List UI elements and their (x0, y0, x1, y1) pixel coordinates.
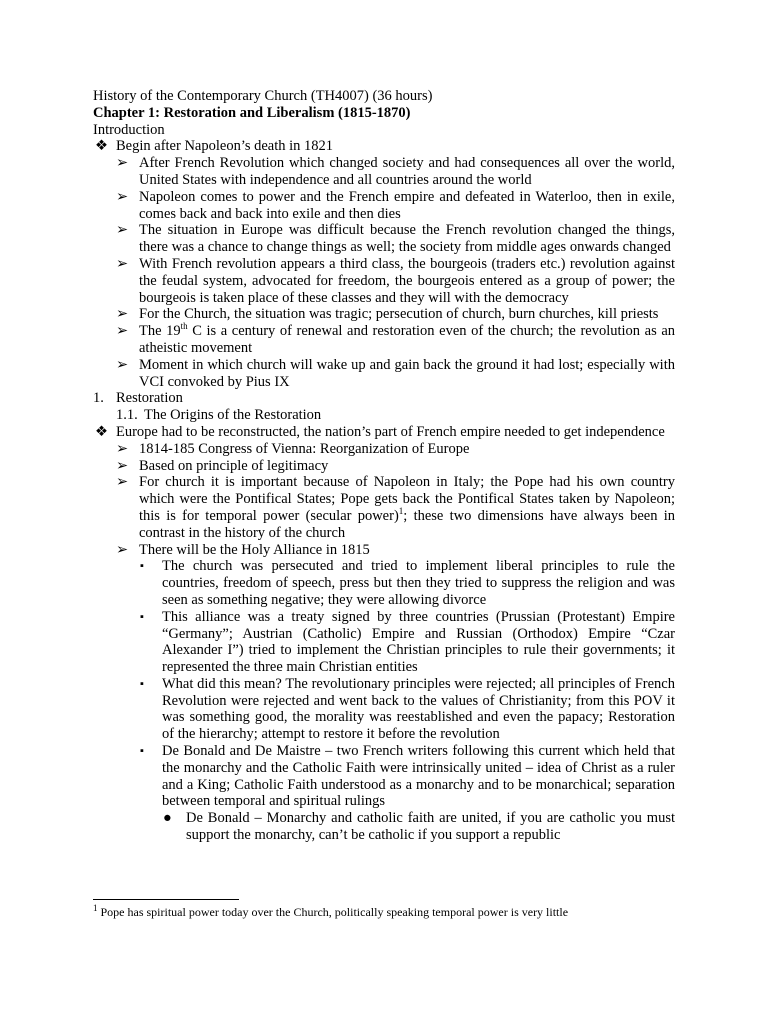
ordinal-superscript: th (180, 321, 188, 332)
sub-point-text: This alliance was a treaty signed by three countries (Prussian (Protestant) Empire “Germany”; Austrian (Catholic) Empire and Russian (Orthodox) Empire “Czar Alexander I”) tried to implement the Christian principles to rule their governments; it represented the three main Christian entities (162, 608, 675, 676)
document-body (93, 88, 675, 844)
sub-point-text: De Bonald and De Maistre – two French writers following this current which held that the monarchy and the Catholic Faith were intrinsically united – idea of Christ as a ruler and a King; Catholic Faith understood as a monarchy and to be monarchical; separation between temporal and spiritual rulings (162, 743, 675, 810)
section-point-text-start: For church it is important because of Napoleon in Italy; the Pope had his own country which were the Pontifical States; Pope gets back the Pontifical States taken by Napoleon; this is for temporal power (secular power) (139, 474, 675, 524)
subsection-number: 1.1. (116, 407, 138, 424)
intro-point-text-end: C is a century of renewal and restoration even of the church; the revolution as an atheistic movement (139, 323, 675, 356)
footnote-separator (93, 899, 239, 900)
square-bullet-icon: ▪ (140, 677, 144, 690)
footnote (93, 905, 568, 919)
section-point (93, 458, 675, 475)
intro-point-text: After French Revolution which changed society and had consequences all over the world, United States with independence and all countries around the world (139, 155, 675, 188)
arrow-bullet-icon: ➢ (116, 306, 129, 323)
arrow-bullet-icon: ➢ (116, 541, 129, 558)
section-point-text: Based on principle of legitimacy (139, 457, 329, 474)
section-point-text: 1814-185 Congress of Vienna: Reorganization of Europe (139, 440, 470, 457)
arrow-bullet-icon: ➢ (116, 188, 129, 205)
intro-point (93, 189, 675, 223)
intro-point-text: Moment in which church will wake up and gain back the ground it had lost; especially with VCI convoked by Pius IX (139, 356, 675, 390)
subsection-title: The Origins of the Restoration (144, 407, 322, 424)
intro-point (93, 357, 675, 391)
square-bullet-icon: ▪ (140, 560, 144, 573)
section-point (93, 441, 675, 458)
intro-bullet (93, 138, 675, 155)
de-bonald-text: De Bonald – Monarchy and catholic faith are united, if you are catholic you must support the monarchy, can’t be catholic if you support a republic (186, 810, 675, 844)
intro-point-19th-century (93, 323, 675, 357)
section-bullet (93, 424, 675, 441)
section-bullet-text: Europe had to be reconstructed, the nation’s part of French empire needed to get independence (116, 423, 665, 440)
arrow-bullet-icon: ➢ (116, 474, 129, 491)
square-bullet-icon: ▪ (140, 745, 144, 758)
holy-alliance-sub-point (93, 558, 675, 608)
holy-alliance-sub-point (93, 609, 675, 676)
diamond-bullet-icon: ❖ (95, 138, 108, 155)
section-point-text: There will be the Holy Alliance in 1815 (139, 541, 370, 558)
section-point-holy-alliance (93, 542, 675, 559)
arrow-bullet-icon: ➢ (116, 255, 129, 272)
section-point-text-end: ; these two dimensions have always been in contrast in the history of the church (139, 507, 675, 541)
footnote-text: Pope has spiritual power today over the Church, politically speaking temporal power is very little (97, 905, 569, 919)
intro-point-text: With French revolution appears a third class, the bourgeois (traders etc.) revolution against the feudal system, advocated for freedom, the bourgeois entered as a group of power; the bourgeois is taken place of these classes and they will with the democracy (139, 255, 675, 306)
course-title: History of the Contemporary Church (TH4007) (36 hours) (93, 88, 433, 104)
arrow-bullet-icon: ➢ (116, 440, 129, 457)
arrow-bullet-icon: ➢ (116, 222, 129, 239)
footnote-reference[interactable]: 1 (398, 506, 404, 517)
intro-point (93, 155, 675, 189)
square-bullet-icon: ▪ (140, 610, 144, 623)
intro-point-text-start: The 19 (139, 323, 181, 340)
subsection-heading (93, 407, 675, 424)
dot-bullet-icon: ● (163, 810, 172, 827)
footnote-mark: 1 (93, 903, 98, 913)
chapter-title: Chapter 1: Restoration and Liberalism (1815-1870) (93, 104, 411, 121)
diamond-bullet-icon: ❖ (95, 423, 108, 440)
sub-point-text: The church was persecuted and tried to implement liberal principles to rule the countries, freedom of speech, press but then they tried to suppress the religion and was seen as something negative; they were allowing divorce (162, 558, 675, 608)
de-bonald-point (93, 810, 675, 844)
section-title: Restoration (116, 390, 183, 407)
section-point-church (93, 474, 675, 541)
intro-point-text: For the Church, the situation was tragic; persecution of church, burn churches, kill priests (139, 306, 659, 323)
intro-heading: Introduction (93, 121, 165, 138)
intro-point-text: Napoleon comes to power and the French empire and defeated in Waterloo, then in exile, comes back and back into exile and then dies (139, 188, 675, 222)
holy-alliance-sub-point (93, 676, 675, 743)
intro-point-text: The situation in Europe was difficult because the French revolution changed the things, there was a chance to change things as well; the society from middle ages onwards changed (139, 222, 675, 256)
intro-point (93, 222, 675, 256)
sub-point-text: What did this mean? The revolutionary principles were rejected; all principles of French Revolution were rejected and went back to the values of Christianity; from this POV it was something good, the morality was reestablished and even the papacy; Restoration of the hierarchy; attempt to restore it before the revolution (162, 675, 675, 743)
arrow-bullet-icon: ➢ (116, 323, 129, 340)
arrow-bullet-icon: ➢ (116, 356, 129, 373)
holy-alliance-sub-point (93, 743, 675, 810)
section-heading (93, 390, 675, 407)
arrow-bullet-icon: ➢ (116, 457, 129, 474)
arrow-bullet-icon: ➢ (116, 155, 129, 172)
section-number: 1. (93, 390, 104, 407)
intro-bullet-text: Begin after Napoleon’s death in 1821 (116, 138, 334, 155)
intro-point (93, 256, 675, 306)
